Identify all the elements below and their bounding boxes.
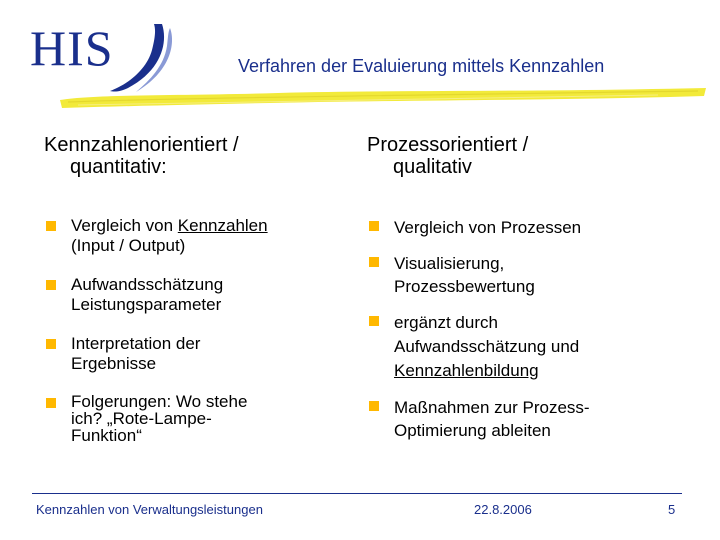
- bullet-square-icon: [369, 316, 379, 326]
- logo-text: HIS: [30, 20, 114, 76]
- bullet-text-underlined: Kennzahlen: [177, 216, 268, 235]
- heading-line-1: Kennzahlenorientiert /: [44, 134, 239, 156]
- bullet-item: [367, 396, 687, 442]
- bullet-item: [367, 311, 687, 383]
- bullet-text: Vergleich von Prozessen: [394, 218, 582, 237]
- bullet-square-icon: [46, 339, 56, 349]
- heading-line-1: Prozessorientiert /: [367, 134, 529, 156]
- highlighter-stroke: [58, 86, 708, 110]
- bullet-text: Ergebnisse: [71, 354, 157, 373]
- bullet-square-icon: [46, 398, 56, 408]
- bullet-text: Aufwandsschätzung und: [394, 337, 580, 356]
- footer-title: Kennzahlen von Verwaltungsleistungen: [36, 502, 263, 517]
- bullet-text-underlined: Kennzahlenbildung: [394, 361, 539, 380]
- bullet-text: Maßnahmen zur Prozess-: [394, 398, 590, 417]
- bullet-square-icon: [369, 401, 379, 411]
- bullet-item: [44, 275, 344, 315]
- bullet-text: ergänzt durch: [394, 313, 498, 332]
- quantitative-column: [44, 134, 344, 463]
- bullet-square-icon: [369, 221, 379, 231]
- heading-line-2: qualitativ: [393, 156, 472, 178]
- bullet-text: (Input / Output): [71, 236, 186, 255]
- bullet-square-icon: [46, 221, 56, 231]
- bullet-square-icon: [46, 280, 56, 290]
- his-logo: [30, 18, 160, 88]
- qualitative-heading: [367, 134, 687, 178]
- bullet-text: Prozessbewertung: [394, 277, 535, 296]
- bullet-text: ich? „Rote-Lampe-: [71, 409, 212, 428]
- bullet-text: Interpretation der: [71, 334, 201, 353]
- footer-divider: [32, 493, 682, 494]
- bullet-text: Leistungsparameter: [71, 295, 222, 314]
- bullet-text: Optimierung ableiten: [394, 421, 551, 440]
- bullet-text: Funktion“: [71, 426, 142, 445]
- footer-date: 22.8.2006: [474, 502, 532, 517]
- page-number: 5: [668, 502, 676, 517]
- bullet-item: [367, 252, 687, 298]
- bullet-text: Visualisierung,: [394, 254, 505, 273]
- bullet-item: [44, 393, 344, 444]
- qualitative-column: [367, 134, 687, 455]
- slide-title: Verfahren der Evaluierung mittels Kennzahlen: [238, 56, 605, 76]
- quantitative-heading: [44, 134, 344, 178]
- bullet-square-icon: [369, 257, 379, 267]
- bullet-text: Vergleich von: [71, 216, 178, 235]
- heading-line-2: quantitativ:: [70, 156, 167, 178]
- bullet-item: [44, 216, 344, 256]
- bullet-text: Aufwandsschätzung: [71, 275, 224, 294]
- bullet-text: Folgerungen: Wo stehe: [71, 392, 248, 411]
- logo-swoosh-icon: [110, 22, 180, 94]
- bullet-item: [367, 216, 687, 239]
- bullet-item: [44, 334, 344, 374]
